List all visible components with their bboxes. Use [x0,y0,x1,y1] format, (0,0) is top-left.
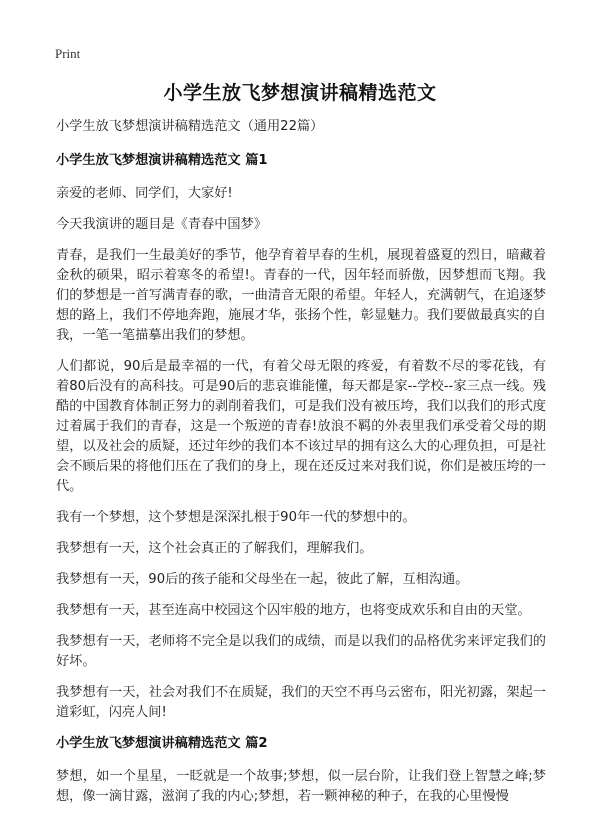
section-heading-2: 小学生放飞梦想演讲稿精选范文 篇2 [56,736,268,751]
document-body [56,117,546,818]
document-title: 小学生放飞梦想演讲稿精选范文 [163,82,437,104]
document-subtitle: 小学生放飞梦想演讲稿精选范文（通用22篇） [56,119,324,134]
print-label[interactable]: Print [55,46,81,61]
paragraph: 我梦想有一天，甚至连高中校园这个囚牢般的地方，也将变成欢乐和自由的天堂。 [56,603,531,618]
section-heading-1: 小学生放飞梦想演讲稿精选范文 篇1 [56,153,268,168]
paragraph: 我梦想有一天，老师将不完全是以我们的成绩，而是以我们的品格优劣来评定我们的好坏。 [56,634,546,669]
paragraph: 我有一个梦想，这个梦想是深深扎根于90年一代的梦想中的。 [56,510,416,525]
paragraph: 今天我演讲的题目是《青春中国梦》 [56,217,267,232]
paragraph: 梦想，如一个星星，一眨就是一个故事;梦想，似一层台阶，让我们登上智慧之峰;梦想，像一滴甘露，滋润了我的内心;梦想，若一颗神秘的种子，在我的心里慢慢 [56,769,546,804]
paragraph: 我梦想有一天，社会对我们不在质疑，我们的天空不再乌云密布，阳光初露，架起一道彩虹，闪亮人间! [56,685,546,720]
paragraph: 青春，是我们一生最美好的季节，他孕育着早春的生机，展现着盛夏的烈日，暗藏着金秋的硕果，昭示着寒冬的希望!。青春的一代，因年轻而骄傲，因梦想而飞翔。我们的梦想是一首写满青春的歌，一曲清音无限的希望。年轻人，充满朝气，在追逐梦想的路上，我们不停地奔跑，施展才华，张扬个性，彰显魅力。我们要做最真实的自我，一笔一笔描摹出我们的梦想。 [56,248,546,343]
paragraph: 亲爱的老师、同学们，大家好! [56,186,233,201]
paragraph: 人们都说，90后是最幸福的一代，有着父母无限的疼爱，有着数不尽的零花钱，有着80后没有的高科技。可是90后的悲哀谁能懂，每天都是家--学校--家三点一线。残酷的中国教育体制正努力的剥削着我们，可是我们没有被压垮，我们以我们的形式度过着属于我们的青春，这是一个叛逆的青春!放浪不羁的外表里我们承受着父母的期望，以及社会的质疑，还过年纱的我们本不该过早的拥有这么大的心理负担，可是社会不顾后果的将他们压在了我们的身上，现在还反过来对我们说，你们是被压垮的一代。 [56,359,546,494]
paragraph: 我梦想有一天，90后的孩子能和父母坐在一起，彼此了解，互相沟通。 [56,572,469,587]
paragraph: 我梦想有一天，这个社会真正的了解我们，理解我们。 [56,541,373,556]
